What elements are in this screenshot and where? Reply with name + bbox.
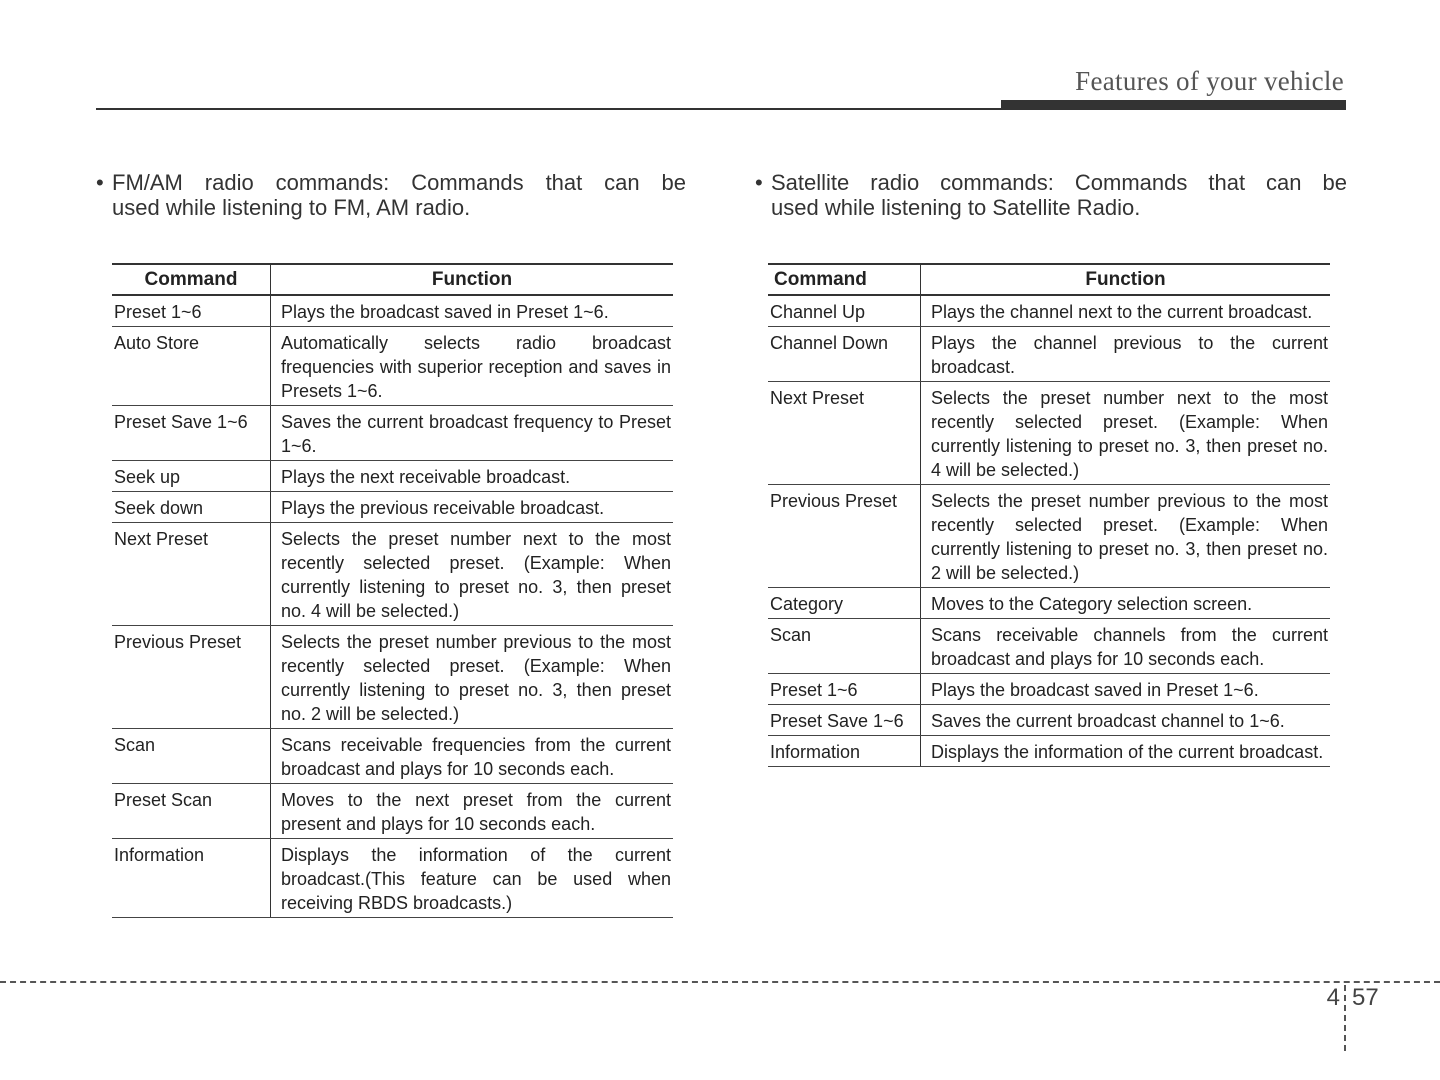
table-row bbox=[768, 705, 1330, 736]
bullet-icon: • bbox=[755, 170, 763, 195]
command-cell: Next Preset bbox=[112, 523, 271, 626]
command-cell: Scan bbox=[112, 729, 271, 784]
table-row bbox=[112, 461, 673, 492]
column-header-command: Command bbox=[768, 264, 921, 295]
command-cell: Information bbox=[112, 839, 271, 918]
command-cell: Preset Scan bbox=[112, 784, 271, 839]
satellite-intro-line1: Satellite radio commands: Commands that can be bbox=[771, 170, 1347, 195]
table-row bbox=[112, 406, 673, 461]
table-row bbox=[768, 327, 1330, 382]
footer-page-divider bbox=[1344, 985, 1346, 1051]
command-cell: Preset 1~6 bbox=[112, 295, 271, 327]
function-cell: Scans receivable channels from the current broadcast and plays for 10 seconds each. bbox=[921, 619, 1331, 674]
function-cell: Saves the current broadcast channel to 1~6. bbox=[921, 705, 1331, 736]
column-header-function: Function bbox=[921, 264, 1331, 295]
bullet-icon: • bbox=[96, 170, 104, 195]
function-cell: Automatically selects radio broadcast frequencies with superior reception and saves in Presets 1~6. bbox=[271, 327, 674, 406]
command-cell: Seek down bbox=[112, 492, 271, 523]
satellite-intro bbox=[755, 170, 1347, 220]
function-cell: Plays the broadcast saved in Preset 1~6. bbox=[271, 295, 674, 327]
table-row bbox=[112, 295, 673, 327]
column-header-function: Function bbox=[271, 264, 674, 295]
command-cell: Next Preset bbox=[768, 382, 921, 485]
function-cell: Selects the preset number next to the most recently selected preset. (Example: When currently listening to preset no. 3, then preset no. 4 will be selected.) bbox=[271, 523, 674, 626]
satellite-section bbox=[755, 170, 1347, 762]
table-row bbox=[768, 619, 1330, 674]
footer-dashed-rule bbox=[0, 981, 1440, 983]
table-row bbox=[112, 784, 673, 839]
command-cell: Preset Save 1~6 bbox=[768, 705, 921, 736]
table-header-row bbox=[768, 264, 1330, 295]
fm-am-intro-line1: FM/AM radio commands: Commands that can be bbox=[112, 170, 686, 195]
satellite-commands-table bbox=[768, 263, 1330, 767]
function-cell: Selects the preset number previous to the most recently selected preset. (Example: When currently listening to preset no. 3, then preset no. 2 will be selected.) bbox=[271, 626, 674, 729]
command-cell: Auto Store bbox=[112, 327, 271, 406]
command-cell: Preset 1~6 bbox=[768, 674, 921, 705]
function-cell: Moves to the Category selection screen. bbox=[921, 588, 1331, 619]
fm-am-intro bbox=[96, 170, 686, 220]
fm-am-intro-line2: used while listening to FM, AM radio. bbox=[112, 195, 471, 220]
command-cell: Channel Down bbox=[768, 327, 921, 382]
fm-am-commands-table bbox=[112, 263, 673, 918]
table-row bbox=[112, 523, 673, 626]
function-cell: Moves to the next preset from the current present and plays for 10 seconds each. bbox=[271, 784, 674, 839]
function-cell: Plays the previous receivable broadcast. bbox=[271, 492, 674, 523]
command-cell: Previous Preset bbox=[112, 626, 271, 729]
table-row bbox=[768, 295, 1330, 327]
function-cell: Plays the channel next to the current broadcast. bbox=[921, 295, 1331, 327]
table-row bbox=[768, 588, 1330, 619]
table-row bbox=[768, 485, 1330, 588]
function-cell: Displays the information of the current broadcast. bbox=[921, 736, 1331, 767]
function-cell: Plays the next receivable broadcast. bbox=[271, 461, 674, 492]
satellite-intro-line2: used while listening to Satellite Radio. bbox=[771, 195, 1141, 220]
command-cell: Information bbox=[768, 736, 921, 767]
function-cell: Plays the channel previous to the current broadcast. bbox=[921, 327, 1331, 382]
table-row bbox=[768, 736, 1330, 767]
function-cell: Selects the preset number previous to the most recently selected preset. (Example: When currently listening to preset no. 3, then preset no. 2 will be selected.) bbox=[921, 485, 1331, 588]
table-row bbox=[112, 729, 673, 784]
fm-am-section bbox=[96, 170, 686, 913]
command-cell: Previous Preset bbox=[768, 485, 921, 588]
page-number: 57 bbox=[1352, 984, 1379, 1011]
command-cell: Seek up bbox=[112, 461, 271, 492]
function-cell: Saves the current broadcast frequency to Preset 1~6. bbox=[271, 406, 674, 461]
command-cell: Preset Save 1~6 bbox=[112, 406, 271, 461]
function-cell: Displays the information of the current broadcast.(This feature can be used when receiving RBDS broadcasts.) bbox=[271, 839, 674, 918]
command-cell: Category bbox=[768, 588, 921, 619]
column-header-command: Command bbox=[112, 264, 271, 295]
table-row bbox=[112, 492, 673, 523]
command-cell: Scan bbox=[768, 619, 921, 674]
table-row bbox=[768, 382, 1330, 485]
table-row bbox=[112, 626, 673, 729]
table-header-row bbox=[112, 264, 673, 295]
function-cell: Scans receivable frequencies from the current broadcast and plays for 10 seconds each. bbox=[271, 729, 674, 784]
command-cell: Channel Up bbox=[768, 295, 921, 327]
table-row bbox=[768, 674, 1330, 705]
page-header-title: Features of your vehicle bbox=[1075, 66, 1344, 96]
header-rule-accent bbox=[1001, 100, 1346, 110]
table-row bbox=[112, 839, 673, 918]
function-cell: Plays the broadcast saved in Preset 1~6. bbox=[921, 674, 1331, 705]
chapter-number: 4 bbox=[1326, 984, 1340, 1011]
table-row bbox=[112, 327, 673, 406]
function-cell: Selects the preset number next to the most recently selected preset. (Example: When currently listening to preset no. 3, then preset no. 4 will be selected.) bbox=[921, 382, 1331, 485]
